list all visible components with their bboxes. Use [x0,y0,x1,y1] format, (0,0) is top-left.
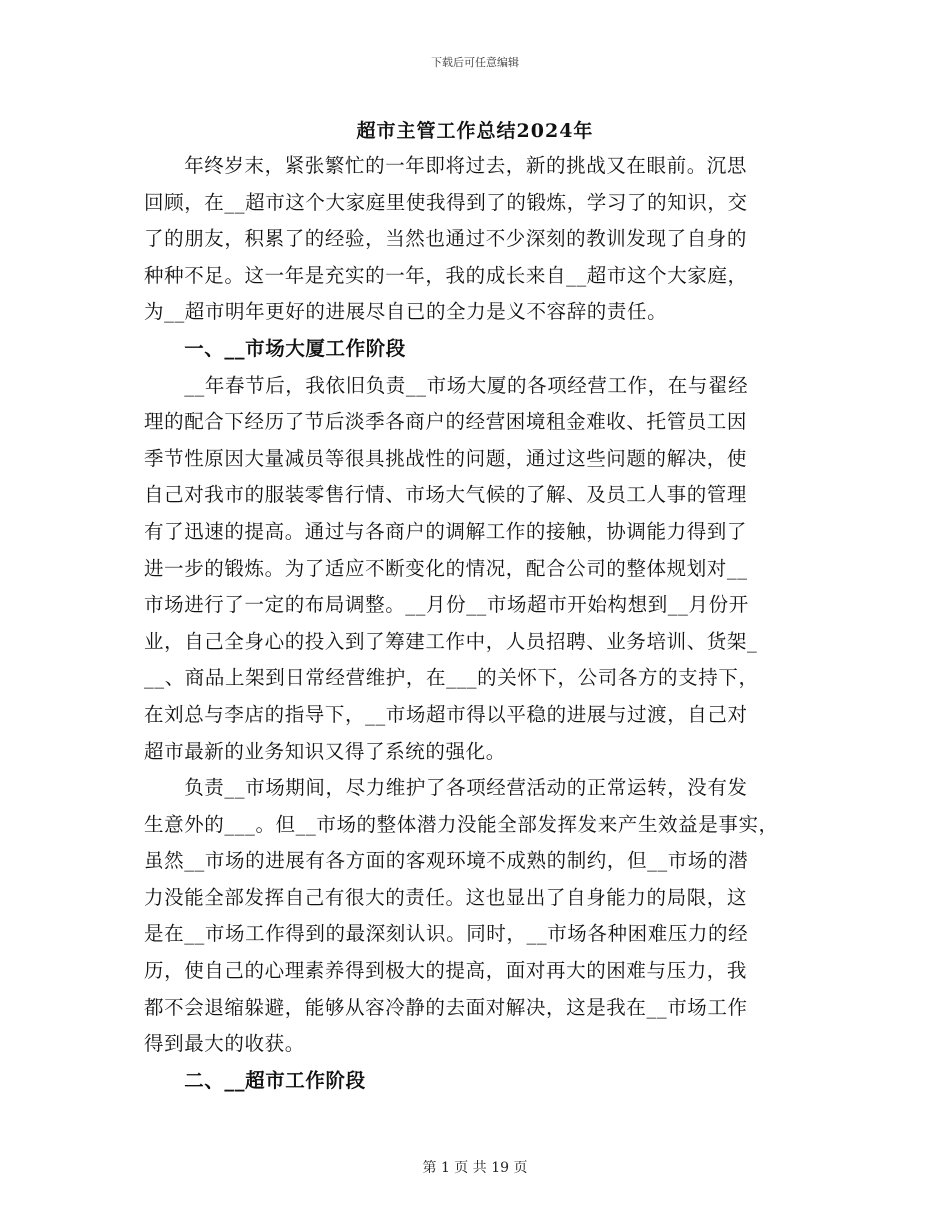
body-line: 季节性原因大量减员等很具挑战性的问题，通过这些问题的解决，使 [144,446,748,470]
body-line: 生意外的___。但__市场的整体潜力没能全部发挥发来产生效益是事实， [144,812,779,836]
body-line: 力没能全部发挥自己有很大的责任。这也显出了自身能力的局限，这 [144,885,748,909]
document-body [144,148,816,1099]
body-line: __、商品上架到日常经营维护，在___的关怀下，公司各方的支持下， [144,666,759,690]
page-footer: 第 1 页 共 19 页 [422,1160,528,1176]
body-line: 回顾，在__超市这个大家庭里使我得到了的锻炼，学习了的知识，交 [144,190,748,214]
body-line: 是在__市场工作得到的最深刻认识。同时，__市场各种困难压力的经 [144,922,749,946]
document-title: 超市主管工作总结2024年 [356,120,594,142]
body-line: 年终岁末，紧张繁忙的一年即将过去，新的挑战又在眼前。沉思 [144,154,748,177]
body-line: 超市最新的业务知识又得了系统的强化。 [144,739,506,763]
body-line: 理的配合下经历了节后淡季各商户的经营困境租金难收、托管员工因 [144,410,748,434]
body-line: 市场进行了一定的布局调整。__月份__市场超市开始构想到__月份开 [144,593,749,617]
body-line: 都不会退缩躲避，能够从容冷静的去面对解决，这是我在__市场工作 [144,995,748,1019]
body-line: 在刘总与李店的指导下，__市场超市得以平稳的进展与过渡，自己对 [144,702,748,726]
body-line: 虽然__市场的进展有各方面的客观环境不成熟的制约，但__市场的潜 [144,849,749,873]
body-line: 历，使自己的心理素养得到极大的提高，面对再大的困难与压力，我 [144,959,748,983]
body-line: 有了迅速的提高。通过与各商户的调解工作的接触，协调能力得到了 [144,519,748,543]
body-line: 得到最大的收获。 [144,1032,305,1056]
body-line: 自己对我市的服装零售行情、市场大气候的了解、及员工人事的管理 [144,483,748,507]
section-heading: 一、__市场大厦工作阶段 [144,336,406,360]
body-line: __年春节后，我依旧负责__市场大厦的各项经营工作，在与翟经 [144,373,749,397]
body-line: 业，自己全身心的投入到了筹建工作中，人员招聘、业务培训、货架_ [144,629,758,653]
body-line: 种种不足。这一年是充实的一年，我的成长来自__超市这个大家庭， [144,263,748,287]
body-line: 负责__市场期间，尽力维护了各项经营活动的正常运转，没有发 [144,776,748,800]
body-line: 为__超市明年更好的进展尽自已的全力是义不容辞的责任。 [144,300,668,324]
page-header-note: 下载后可任意编辑 [431,56,519,69]
body-line: 进一步的锻炼。为了适应不断变化的情况，配合公司的整体规划对__ [144,556,748,580]
section-heading: 二、__超市工作阶段 [144,1068,366,1092]
body-line: 了的朋友，积累了的经验，当然也通过不少深刻的教训发现了自身的 [144,227,748,251]
